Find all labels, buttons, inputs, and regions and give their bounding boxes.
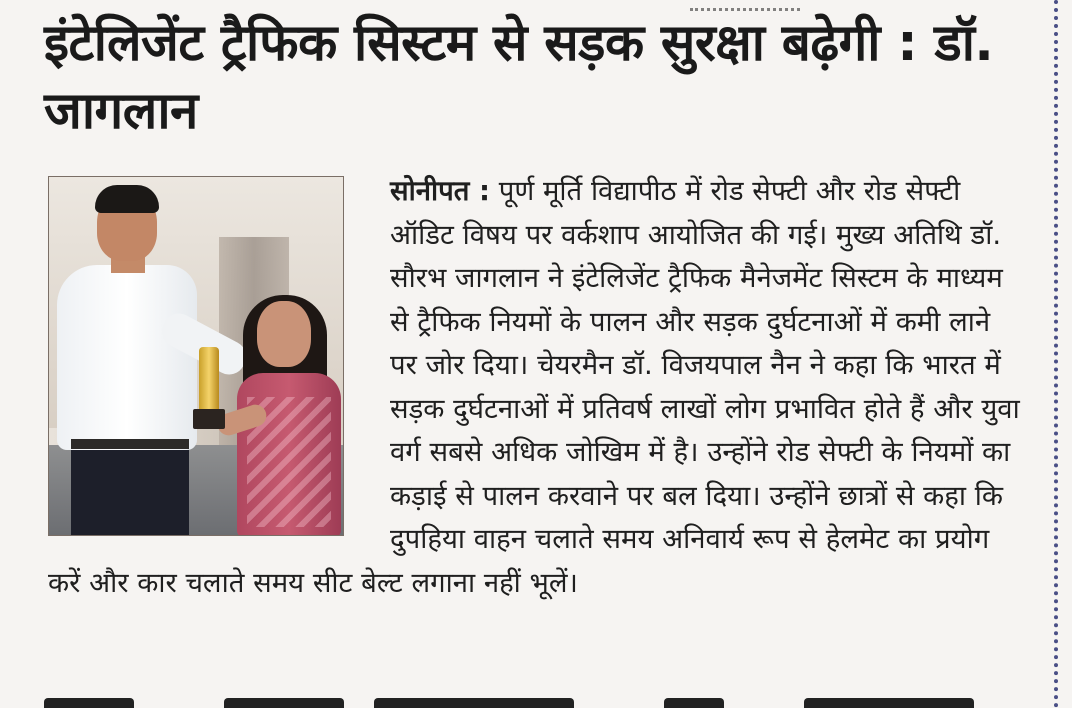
- article-photo: [48, 176, 366, 544]
- article-body: [48, 170, 1023, 605]
- dateline: सोनीपत :: [390, 175, 490, 207]
- award-photo: [48, 176, 344, 536]
- column-divider: [1054, 0, 1058, 708]
- article-headline: इंटेलिजेंट ट्रैफिक सिस्टम से सड़क सुरक्षा बढ़ेगी : डॉ. जागलान: [44, 14, 994, 141]
- next-headline-edge: [44, 694, 1024, 708]
- trophy-icon: [199, 347, 219, 413]
- article-body-text: पूर्ण मूर्ति विद्यापीठ में रोड सेफ्टी और रोड सेफ्टी ऑडिट विषय पर वर्कशाप आयोजित की गई। मुख्य अतिथि डॉ. सौरभ जागलान ने इंटेलिजेंट ट्रैफिक मैनेजमेंट सिस्टम के माध्यम से ट्रैफिक नियमों के पालन और सड़क दुर्घटनाओं में कमी लाने पर जोर दिया। चेयरमैन डॉ. विजयपाल नैन ने कहा कि भारत में सड़क दुर्घटनाओं में प्रतिवर्ष लाखों लोग प्रभावित होते हैं और युवा वर्ग सबसे अधिक जोखिम में है। उन्होंने रोड सेफ्टी के नियमों का कड़ाई से पालन करवाने पर बल दिया। उन्होंने छात्रों से कहा कि दुपहिया वाहन चलाते समय अनिवार्य रूप से हेलमेट का प्रयोग करें और कार चलाते समय सीट बेल्ट लगाना नहीं भूलें।: [48, 175, 1020, 599]
